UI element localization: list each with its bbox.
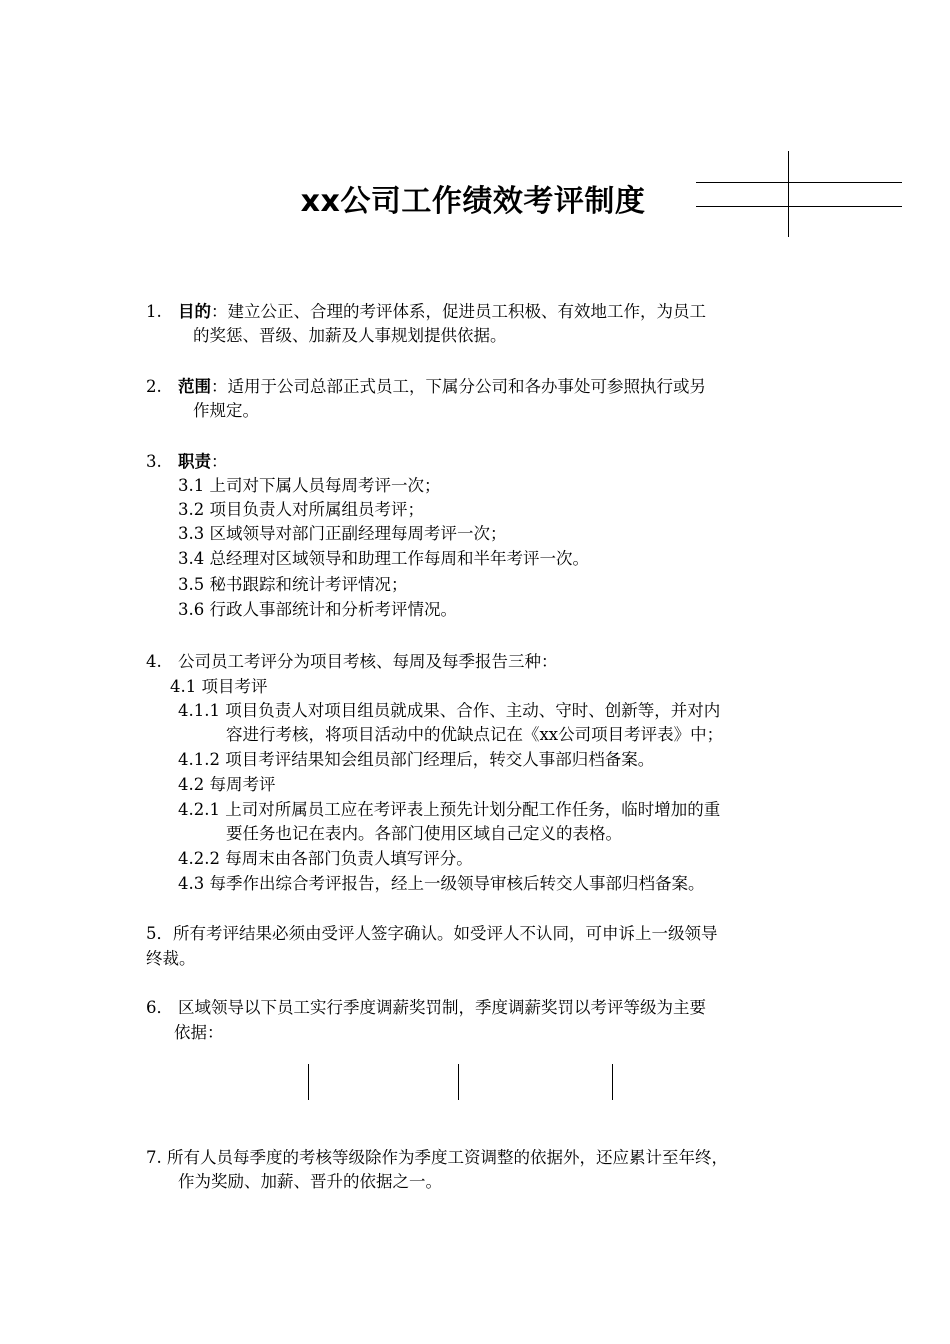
section-4-number: 4. bbox=[146, 652, 162, 671]
section-5-line-1: 5．所有考评结果必须由受评人签字确认。如受评人不认同，可申诉上一级领导 bbox=[146, 924, 718, 943]
list-item: 3.4 总经理对区域领导和助理工作每周和半年考评一次。 bbox=[178, 549, 589, 568]
header-line-bottom bbox=[696, 206, 902, 207]
section-1 bbox=[146, 300, 162, 324]
section-1-number: 1. bbox=[146, 302, 162, 321]
section-2-heading: 范围 bbox=[178, 377, 211, 396]
section-2-text-1: ：适用于公司总部正式员工，下属分公司和各办事处可参照执行或另 bbox=[211, 377, 706, 396]
section-4-1-1-line-2: 容进行考核，将项目活动中的优缺点记在《xx公司项目考评表》中； bbox=[226, 725, 724, 744]
list-item: 3.5 秘书跟踪和统计考评情况； bbox=[178, 575, 408, 594]
section-4-1: 4.1 项目考评 bbox=[170, 677, 268, 696]
section-3-heading: 职责 bbox=[178, 452, 211, 471]
section-4-1-2: 4.1.2 项目考评结果知会组员部门经理后，转交人事部归档备案。 bbox=[178, 750, 655, 769]
table-divider-2 bbox=[458, 1064, 459, 1100]
section-4-2: 4.2 每周考评 bbox=[178, 775, 276, 794]
table-divider-3 bbox=[612, 1064, 613, 1100]
list-item: 3.1 上司对下属人员每周考评一次； bbox=[178, 476, 441, 495]
table-divider-1 bbox=[308, 1064, 309, 1100]
section-6-number: 6． bbox=[146, 998, 173, 1017]
section-1-text-1: ：建立公正、合理的考评体系，促进员工积极、有效地工作，为员工 bbox=[211, 302, 706, 321]
section-2 bbox=[146, 375, 162, 399]
header-line-vertical bbox=[788, 151, 789, 237]
title-text: xx公司工作绩效考评制度 bbox=[300, 184, 646, 219]
list-item: 3.3 区域领导对部门正副经理每周考评一次； bbox=[178, 524, 507, 543]
section-2-line-2: 作规定。 bbox=[193, 401, 259, 420]
section-7-line-1: 7. 所有人员每季度的考核等级除作为季度工资调整的依据外，还应累计至年终， bbox=[146, 1148, 728, 1167]
section-6-line-2: 依据： bbox=[174, 1023, 224, 1042]
section-4-2-2: 4.2.2 每周末由各部门负责人填写评分。 bbox=[178, 849, 473, 868]
section-3-number: 3. bbox=[146, 452, 162, 471]
section-4-3: 4.3 每季作出综合考评报告，经上一级领导审核后转交人事部归档备案。 bbox=[178, 874, 705, 893]
list-item: 3.6 行政人事部统计和分析考评情况。 bbox=[178, 600, 457, 619]
section-3 bbox=[146, 450, 162, 474]
section-1-heading: 目的 bbox=[178, 302, 211, 321]
section-1-line-1 bbox=[178, 300, 706, 324]
section-4-text: 公司员工考评分为项目考核、每周及每季报告三种： bbox=[178, 652, 558, 671]
section-1-line-2: 的奖惩、晋级、加薪及人事规划提供依据。 bbox=[193, 326, 507, 345]
section-7-line-2: 作为奖励、加薪、晋升的依据之一。 bbox=[178, 1172, 442, 1191]
section-3-colon: ： bbox=[211, 452, 228, 471]
header-line-top bbox=[696, 182, 902, 183]
section-3-heading-line bbox=[178, 450, 228, 474]
section-4-1-1-line-1: 4.1.1 项目负责人对项目组员就成果、合作、主动、守时、创新等，并对内 bbox=[178, 701, 721, 720]
section-6-line-1: 区域领导以下员工实行季度调薪奖罚制，季度调薪奖罚以考评等级为主要 bbox=[178, 998, 706, 1017]
section-2-number: 2. bbox=[146, 377, 162, 396]
section-4-2-1-line-2: 要任务也记在表内。各部门使用区域自己定义的表格。 bbox=[226, 824, 622, 843]
section-5-line-2: 终裁。 bbox=[146, 949, 196, 968]
section-2-line-1 bbox=[178, 375, 706, 399]
section-4-2-1-line-1: 4.2.1 上司对所属员工应在考评表上预先计划分配工作任务，临时增加的重 bbox=[178, 800, 721, 819]
list-item: 3.2 项目负责人对所属组员考评； bbox=[178, 500, 424, 519]
